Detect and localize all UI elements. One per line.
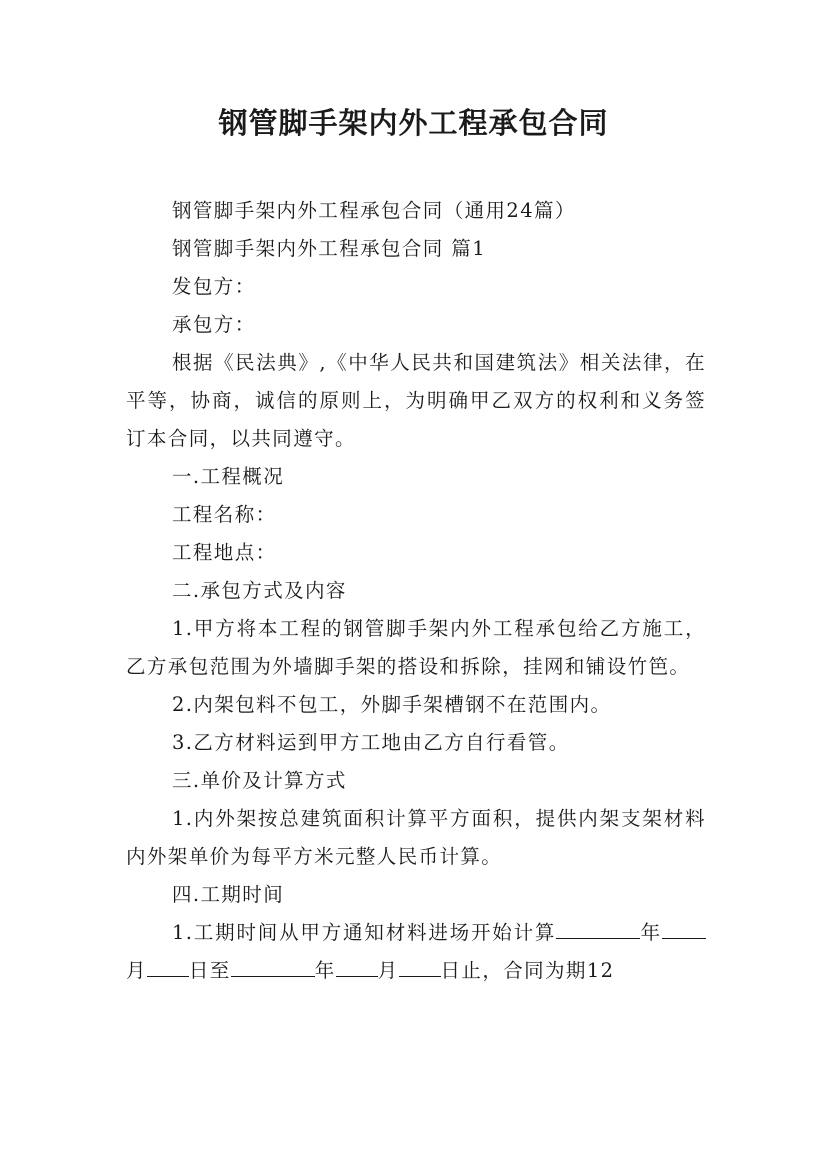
day-to-label: 日至 — [188, 959, 231, 982]
document-subtitle: 钢管脚手架内外工程承包合同（通用24篇） — [172, 199, 576, 222]
section-2-item-2: 2.内架包料不包工，外脚手架槽钢不在范围内。 — [172, 693, 612, 716]
preamble-paragraph: 根据《民法典》,《中华人民共和国建筑法》相关法律，在平等，协商，诚信的原则上，为明确甲乙双方的权利和义务签订本合同，以共同遵守。 — [126, 351, 706, 450]
section-3-heading: 三.单价及计算方式 — [172, 769, 347, 792]
document-title: 钢管脚手架内外工程承包合同 — [218, 106, 609, 140]
project-name-label: 工程名称： — [172, 503, 277, 526]
section-2-heading: 二.承包方式及内容 — [172, 579, 347, 602]
start-day-blank — [147, 954, 189, 977]
start-month-blank — [662, 916, 706, 939]
document-body — [126, 192, 706, 990]
part-heading: 钢管脚手架内外工程承包合同 篇1 — [172, 237, 487, 260]
section-4-item-1 — [126, 914, 706, 990]
duration-start-text: 1.工期时间从甲方通知材料进场开始计算 — [172, 921, 557, 944]
end-month-label: 月 — [377, 959, 399, 982]
end-year-label: 年 — [314, 959, 336, 982]
end-year-blank — [231, 954, 315, 977]
start-year-blank — [556, 916, 640, 939]
section-4-heading: 四.工期时间 — [172, 883, 285, 906]
end-day-blank — [399, 954, 441, 977]
section-3-item-1: 1.内外架按总建筑面积计算平方面积，提供内架支架材料内外架单价为每平方米元整人民币计算。 — [126, 807, 706, 868]
month-label: 月 — [126, 959, 147, 982]
end-month-blank — [336, 954, 378, 977]
section-2-item-3: 3.乙方材料运到甲方工地由乙方自行看管。 — [172, 731, 570, 754]
party-b-label: 承包方： — [172, 313, 256, 336]
section-1-heading: 一.工程概况 — [172, 465, 285, 488]
project-location-label: 工程地点： — [172, 541, 277, 564]
day-end-label: 日止，合同为期12 — [440, 959, 615, 982]
year-label: 年 — [640, 921, 662, 944]
section-2-item-1: 1.甲方将本工程的钢管脚手架内外工程承包给乙方施工，乙方承包范围为外墙脚手架的搭设和拆除，挂网和铺设竹笆。 — [126, 617, 706, 678]
party-a-label: 发包方： — [172, 275, 256, 298]
